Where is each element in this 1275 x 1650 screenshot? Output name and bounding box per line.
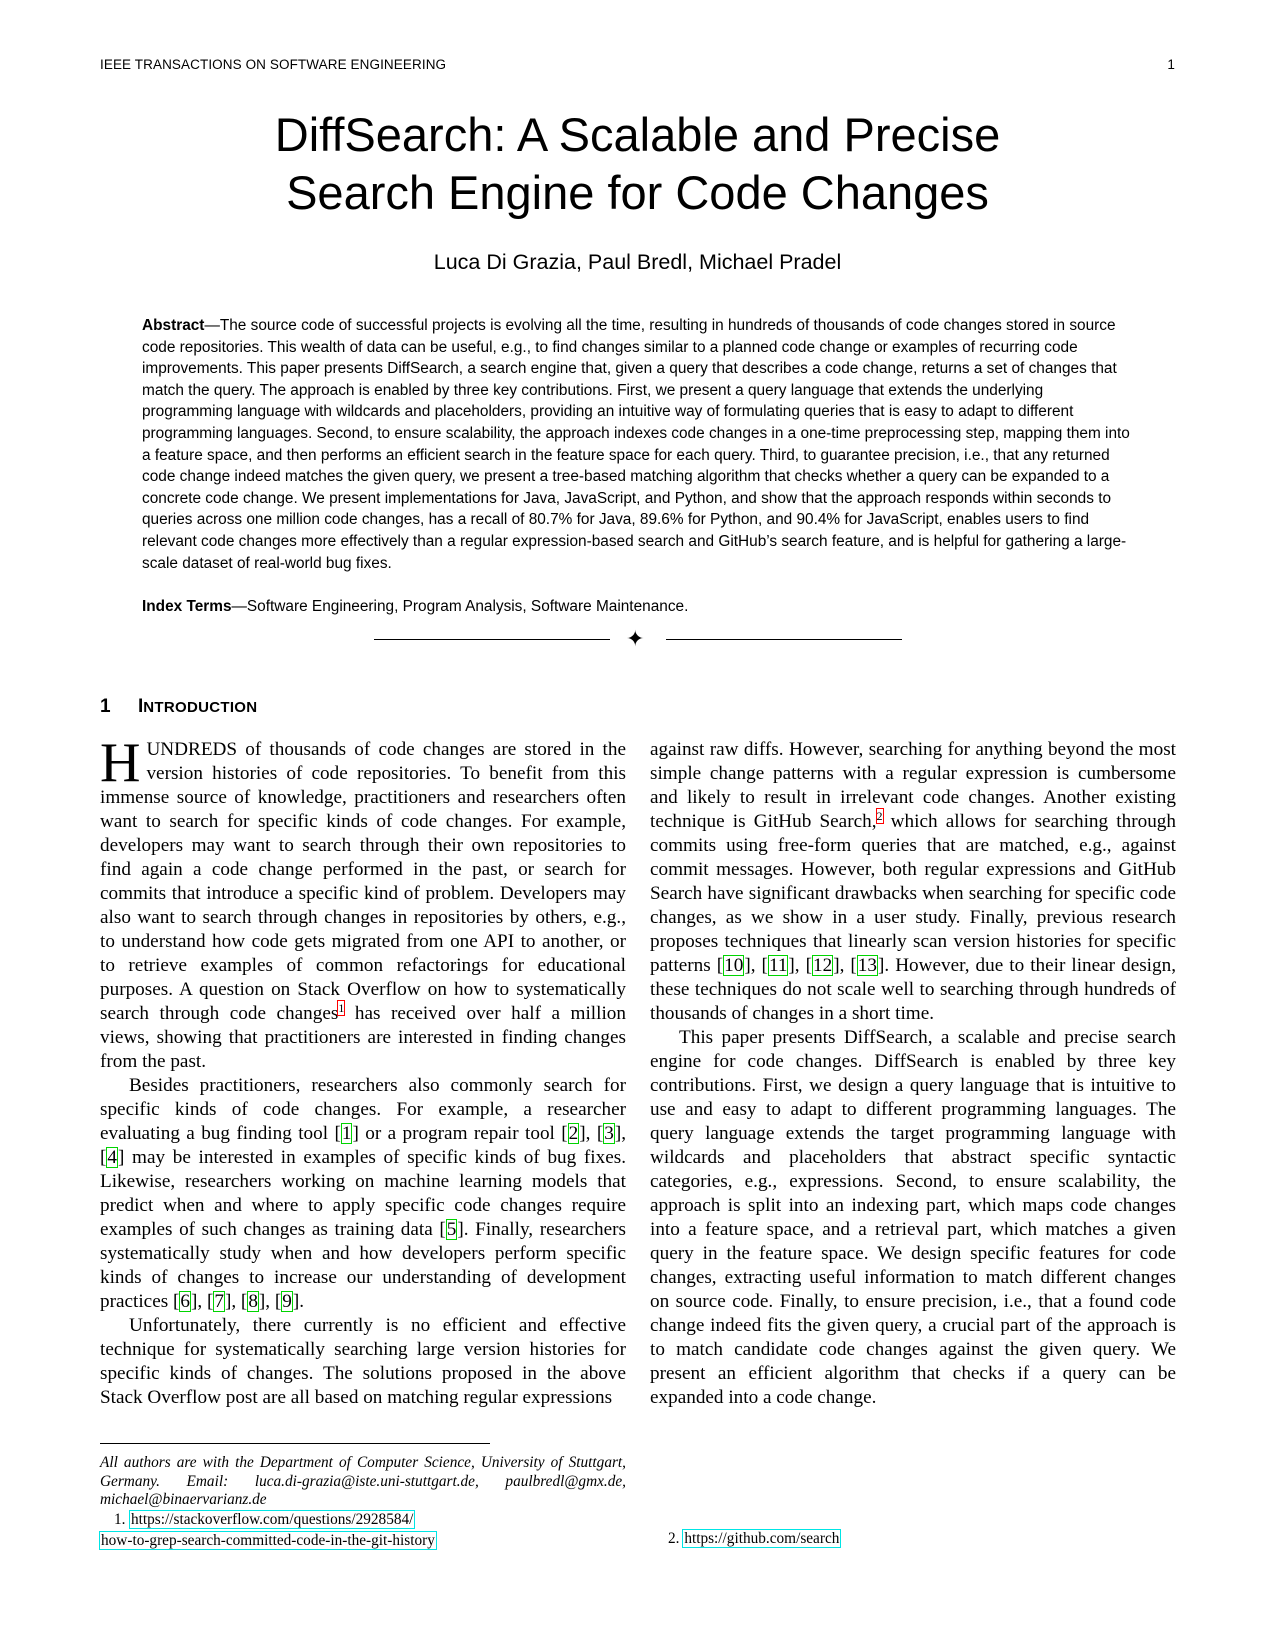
abstract-label: Abstract bbox=[142, 317, 205, 334]
paper-title bbox=[100, 106, 1175, 222]
abstract-text: —The source code of successful projects is evolving all the time, resulting in hundreds of thousands of code changes stored in source code repositories. This wealth of data can be useful, e.g., to find changes similar to a planned code change or examples of recurring code improvements. This paper presents DiffSearch, a search engine that, given a query that describes a code change, returns a set of changes that match the query. The approach is enabled by three key contributions. First, we present a query language that extends the underlying programming language with wildcards and placeholders, providing an intuitive way of formulating queries that is easy to adapt to different programming languages. Second, to ensure scalability, the approach indexes code changes in a one-time preprocessing step, mapping them into a feature space, and then performs an efficient search in the feature space for each query. Third, to guarantee precision, i.e., that any returned code change indeed matches the given query, we present a tree-based matching algorithm that checks whether a query can be expanded to a concrete code change. We present implementations for Java, JavaScript, and Python, and show that the approach responds within seconds to queries across one million code changes, has a recall of 80.7% for Java, 89.6% for Python, and 90.4% for JavaScript, enables users to find relevant code changes more effectively than a regular expression-based search and GitHub’s search feature, and is helpful for gathering a large-scale dataset of real-world bug fixes. bbox=[142, 317, 1130, 572]
separator-line-left bbox=[374, 639, 610, 640]
title-line-1: DiffSearch: A Scalable and Precise bbox=[274, 108, 1001, 161]
footnote-1-url-part-2[interactable]: how-to-grep-search-committed-code-in-the-git-history bbox=[101, 1532, 435, 1549]
paragraph-3-text-a-continued: against raw diffs. However, searching for anything beyond the most simple change patterns with a regular expression is cumbersome and likely to result in irrelevant code changes. Another existing technique is GitHub Search, bbox=[650, 739, 1176, 832]
paragraph-1-text-a: of thousands of code changes are stored in the version histories of code repositories. To benefit from this immense source of knowledge, practitioners and researchers often want to search for specific kinds of code changes. For example, developers may want to search through their own repositories to find again a code change performed in the past, or search for commits that introduce a specific kind of problem. Developers may also want to search through changes in repositories by others, e.g., to understand how code gets migrated from one API to another, or to retrieve examples of common refactorings for educational purposes. A question on Stack Overflow on how to systematically search through code changes bbox=[100, 739, 626, 1024]
citation-link-1[interactable]: 1 bbox=[341, 1123, 352, 1144]
index-terms-label: Index Terms bbox=[142, 598, 232, 615]
footnote-1-number: 1. bbox=[114, 1511, 126, 1528]
footnote-2-url[interactable]: https://github.com/search bbox=[684, 1530, 840, 1547]
citation-link-12[interactable]: 12 bbox=[813, 955, 833, 976]
author-list: Luca Di Grazia, Paul Bredl, Michael Pradel bbox=[433, 250, 842, 274]
paragraph-3-text-b-continued: which allows for searching through commits using free-form queries that are matched, e.g., against commit messages. However, both regular expressions and GitHub Search have significant drawbacks when searching for specific code changes, as we show in a user study. Finally, previous research proposes techniques that linearly scan version histories for specific patterns bbox=[650, 811, 1176, 976]
section-title-initial: I bbox=[138, 696, 144, 717]
citation-link-7[interactable]: 7 bbox=[214, 1291, 224, 1312]
drop-cap-continuation: UNDREDS bbox=[146, 739, 238, 760]
citation-link-3[interactable]: 3 bbox=[604, 1123, 614, 1144]
footnote-1 bbox=[100, 1509, 630, 1551]
paragraph-2-text-d: . Finally, researchers systematically study when and how developers perform specific kinds of changes to increase our understanding of development practices bbox=[100, 1219, 627, 1312]
drop-cap: H bbox=[100, 732, 141, 794]
paragraph-3-start bbox=[100, 1314, 626, 1410]
footnote-1-url-part-1[interactable]: https://stackoverflow.com/questions/2928584/ bbox=[131, 1511, 414, 1528]
abstract bbox=[142, 315, 1137, 574]
section-number: 1 bbox=[100, 696, 111, 717]
section-title-rest: NTRODUCTION bbox=[143, 699, 258, 716]
index-terms-text: —Software Engineering, Program Analysis, Software Maintenance. bbox=[231, 598, 689, 615]
citation-link-8[interactable]: 8 bbox=[248, 1291, 258, 1312]
separator-star-icon: ✦ bbox=[626, 627, 645, 652]
left-column bbox=[100, 732, 627, 1410]
citation-link-5[interactable]: 5 bbox=[446, 1219, 457, 1240]
citation-link-13[interactable]: 13 bbox=[857, 955, 877, 976]
paragraph-2-text-a: Besides practitioners, researchers also commonly search for specific kinds of code changes. For example, a researcher evaluating a bug finding tool bbox=[100, 1075, 626, 1144]
paragraph-3-continued: against raw diffs. However, searching for anything beyond the most simple change patterns with a regular expression is cumbersome and likely to result in irrelevant code changes. Another existing technique is GitHub Search,$^2$ which allows for searching through commits using free-form queries that are matched, e.g., against commit messages. However, both regular expressions and GitHub Search have significant drawbacks when searching for specific code changes, as we show in a user study. Finally, previous research proposes techniques that linearly scan version histories for specific patterns [10], [11], [12], [13]. However, due to their linear design, these techniques do not scale well to searching through hundreds of thousands of changes in a short time. bbox=[650, 739, 1176, 1024]
section-separator bbox=[374, 629, 902, 651]
section-heading bbox=[100, 696, 257, 718]
right-column bbox=[650, 738, 1176, 1410]
footnote-2 bbox=[668, 1530, 840, 1548]
citation-link-10[interactable]: 10 bbox=[724, 955, 744, 976]
paragraph-3-text-a: Unfortunately, there currently is no efficient and effective technique for systematically searching large version histories for specific kinds of changes. The solutions proposed in the above Stack Overflow post are all based on matching regular expressions bbox=[100, 1315, 626, 1408]
paragraph-2-text-b: or a program repair tool bbox=[358, 1123, 562, 1144]
footnote-rule bbox=[100, 1443, 490, 1444]
citation-link-4[interactable]: 4 bbox=[107, 1147, 117, 1168]
citation-link-2[interactable]: 2 bbox=[568, 1123, 579, 1144]
page-number: 1 bbox=[1167, 57, 1175, 72]
paragraph-3-text-c-continued: . However, due to their linear design, these techniques do not scale well to searching through hundreds of thousands of changes in a short time. bbox=[650, 955, 1176, 1024]
footnote-link-2[interactable]: 2 bbox=[876, 808, 883, 823]
index-terms bbox=[142, 598, 1137, 616]
separator-line-right bbox=[666, 639, 902, 640]
footnote-link-1[interactable]: 1 bbox=[338, 1000, 345, 1015]
paragraph-1 bbox=[100, 732, 626, 1074]
journal-name: IEEE TRANSACTIONS ON SOFTWARE ENGINEERING bbox=[100, 57, 447, 72]
citation-link-6[interactable]: 6 bbox=[180, 1291, 190, 1312]
citation-link-9[interactable]: 9 bbox=[282, 1291, 292, 1312]
author-affiliation-footnote: All authors are with the Department of Computer Science, University of Stuttgart, Germany. Email: luca.di-grazia@iste.uni-stuttgart.de, paulbredl@gmx.de, michael@binaervarianz.de bbox=[100, 1454, 626, 1508]
paragraph-4: This paper presents DiffSearch, a scalable and precise search engine for code changes. DiffSearch is enabled by three key contributions. First, we design a query language that is intuitive to use and easy to adapt to different programming languages. The query language extends the target programming language with wildcards and placeholders that abstract specific syntactic categories, e.g., expressions. Second, to ensure scalability, the approach is split into an indexing part, which maps code changes into a feature space, and a retrieval part, which matches a given query in the feature space. We design specific features for code changes, extracting useful information to match different changes on source code. Finally, to ensure precision, i.e., that a found code change indeed fits the given query, a crucial part of the approach is to match candidate code changes against the given query. We present an efficient algorithm that checks if a query can be expanded into a code change. bbox=[650, 1027, 1176, 1408]
paragraph-2: Besides practitioners, researchers also commonly search for specific kinds of code changes. For example, a researcher evaluating a bug finding tool [1] or a program repair tool [2], [3], [4] may be interested in examples of specific kinds of bug fixes. Likewise, researchers working on machine learning models that predict when and where to apply specific code changes require examples of such changes as training data [5]. Finally, researchers systematically study when and how developers perform specific kinds of changes to increase our understanding of development practices [6], [7], [8], [9]. bbox=[100, 1075, 627, 1312]
title-line-2: Search Engine for Code Changes bbox=[286, 166, 989, 219]
running-head bbox=[100, 57, 1175, 77]
citation-link-11[interactable]: 11 bbox=[768, 955, 788, 976]
footnote-2-number: 2. bbox=[668, 1530, 680, 1547]
paragraph-2-text-c: may be interested in examples of specific kinds of bug fixes. Likewise, researchers working on machine learning models that predict when and where to apply specific code changes require examples of such changes as training data bbox=[100, 1147, 626, 1240]
paragraph-1-text-b: has received over half a million views, showing that practitioners are interested in finding changes from the past. bbox=[100, 1003, 626, 1072]
